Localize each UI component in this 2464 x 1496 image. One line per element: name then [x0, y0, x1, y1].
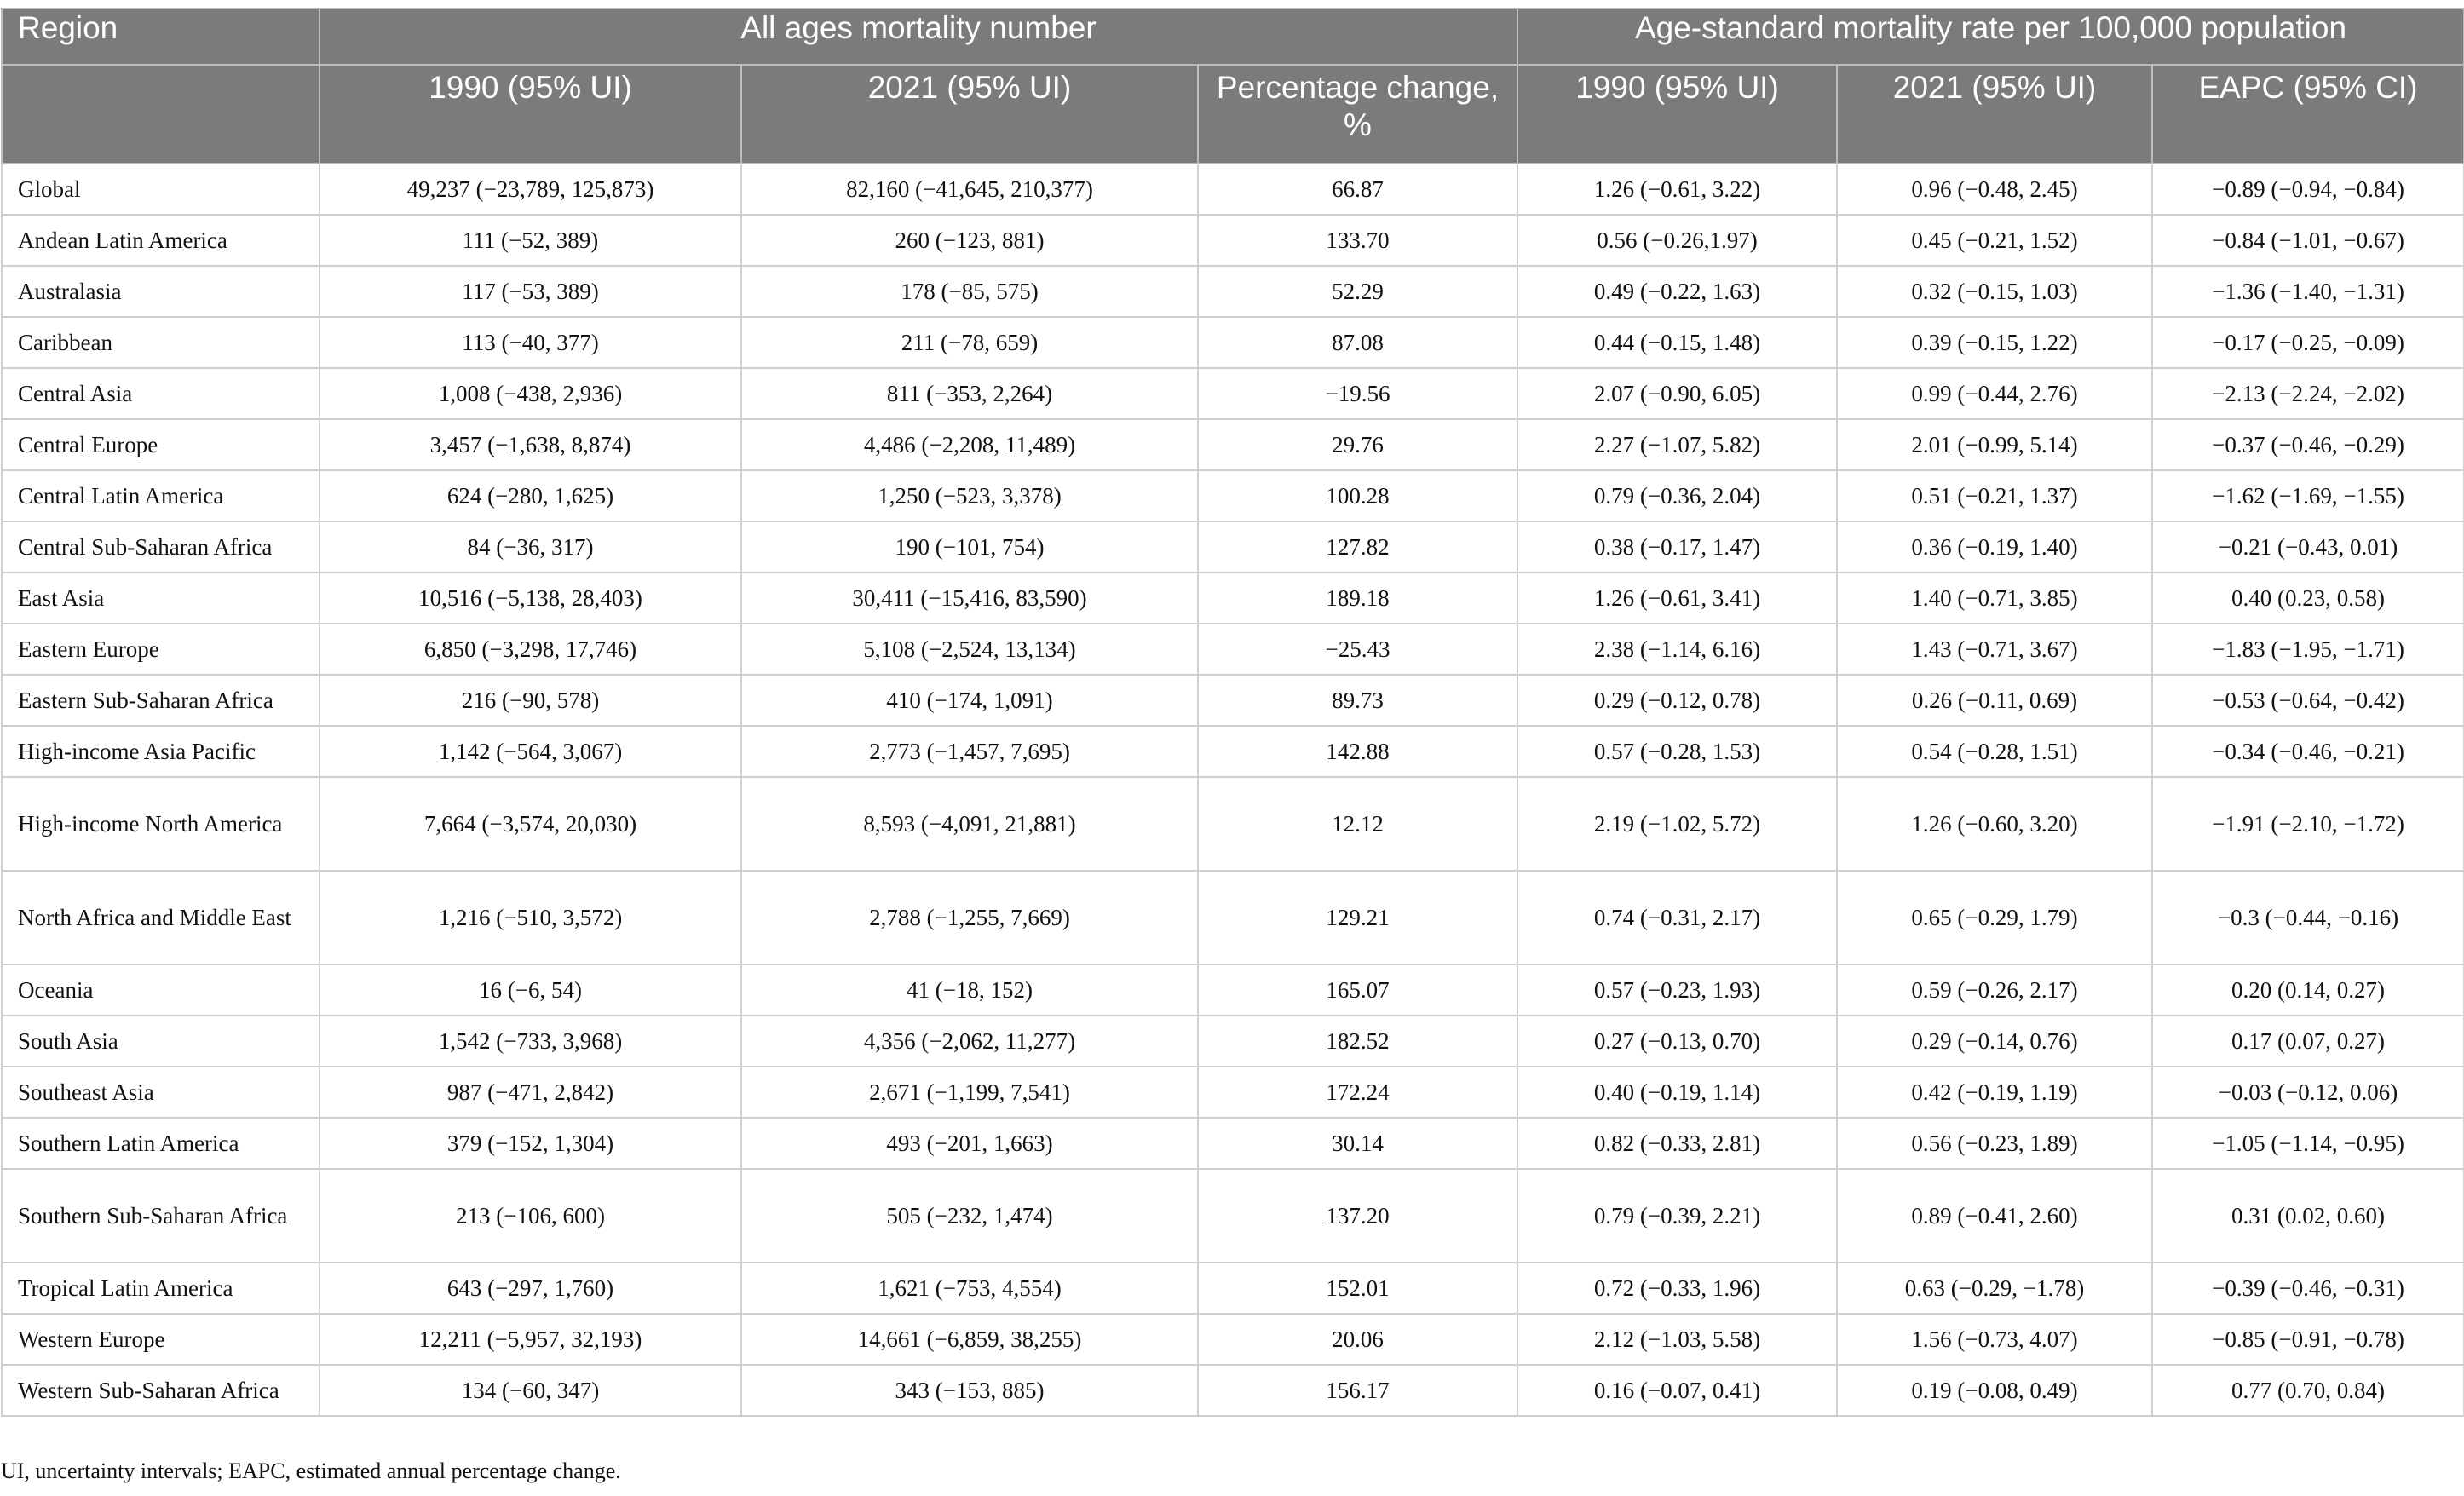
- header-1990-rate: 1990 (95% UI): [1517, 65, 1837, 164]
- cell-2021-rate: 0.36 (−0.19, 1.40): [1837, 521, 2152, 573]
- cell-2021-rate: 0.96 (−0.48, 2.45): [1837, 164, 2152, 215]
- cell-region: Southern Latin America: [2, 1118, 320, 1169]
- cell-percentage-change: 133.70: [1198, 215, 1517, 266]
- cell-1990-number: 111 (−52, 389): [320, 215, 741, 266]
- cell-2021-number: 5,108 (−2,524, 13,134): [741, 624, 1198, 675]
- cell-1990-number: 117 (−53, 389): [320, 266, 741, 317]
- cell-2021-number: 1,621 (−753, 4,554): [741, 1263, 1198, 1314]
- table-row: [2, 1314, 2464, 1365]
- table-row: [2, 368, 2464, 419]
- cell-2021-number: 211 (−78, 659): [741, 317, 1198, 368]
- cell-1990-number: 10,516 (−5,138, 28,403): [320, 573, 741, 624]
- header-percentage-change: Percentage change, %: [1198, 65, 1517, 164]
- cell-region: Global: [2, 164, 320, 215]
- cell-eapc: −2.13 (−2.24, −2.02): [2152, 368, 2464, 419]
- cell-2021-rate: 0.29 (−0.14, 0.76): [1837, 1016, 2152, 1067]
- cell-2021-rate: 0.32 (−0.15, 1.03): [1837, 266, 2152, 317]
- table-row: [2, 964, 2464, 1016]
- cell-1990-rate: 2.12 (−1.03, 5.58): [1517, 1314, 1837, 1365]
- cell-2021-rate: 1.26 (−0.60, 3.20): [1837, 777, 2152, 871]
- cell-1990-rate: 0.79 (−0.36, 2.04): [1517, 470, 1837, 521]
- cell-region: Eastern Sub-Saharan Africa: [2, 675, 320, 726]
- cell-2021-rate: 1.40 (−0.71, 3.85): [1837, 573, 2152, 624]
- cell-2021-number: 2,671 (−1,199, 7,541): [741, 1067, 1198, 1118]
- cell-eapc: −0.37 (−0.46, −0.29): [2152, 419, 2464, 470]
- cell-2021-rate: 1.56 (−0.73, 4.07): [1837, 1314, 2152, 1365]
- cell-region: Central Europe: [2, 419, 320, 470]
- cell-region: Southern Sub-Saharan Africa: [2, 1169, 320, 1263]
- cell-percentage-change: 182.52: [1198, 1016, 1517, 1067]
- cell-percentage-change: 137.20: [1198, 1169, 1517, 1263]
- cell-1990-rate: 0.29 (−0.12, 0.78): [1517, 675, 1837, 726]
- cell-percentage-change: −25.43: [1198, 624, 1517, 675]
- cell-percentage-change: 30.14: [1198, 1118, 1517, 1169]
- cell-eapc: −0.3 (−0.44, −0.16): [2152, 871, 2464, 964]
- table-row: [2, 1118, 2464, 1169]
- cell-1990-number: 379 (−152, 1,304): [320, 1118, 741, 1169]
- cell-1990-rate: 0.79 (−0.39, 2.21): [1517, 1169, 1837, 1263]
- cell-1990-number: 1,008 (−438, 2,936): [320, 368, 741, 419]
- cell-1990-rate: 2.38 (−1.14, 6.16): [1517, 624, 1837, 675]
- cell-percentage-change: 152.01: [1198, 1263, 1517, 1314]
- cell-region: High-income Asia Pacific: [2, 726, 320, 777]
- cell-percentage-change: 189.18: [1198, 573, 1517, 624]
- header-2021-number: 2021 (95% UI): [741, 65, 1198, 164]
- cell-region: Tropical Latin America: [2, 1263, 320, 1314]
- cell-1990-number: 134 (−60, 347): [320, 1365, 741, 1416]
- cell-1990-number: 624 (−280, 1,625): [320, 470, 741, 521]
- cell-2021-number: 4,356 (−2,062, 11,277): [741, 1016, 1198, 1067]
- cell-1990-rate: 0.56 (−0.26,1.97): [1517, 215, 1837, 266]
- table-header: [2, 9, 2464, 164]
- cell-eapc: −0.53 (−0.64, −0.42): [2152, 675, 2464, 726]
- cell-percentage-change: 12.12: [1198, 777, 1517, 871]
- cell-2021-rate: 0.45 (−0.21, 1.52): [1837, 215, 2152, 266]
- cell-region: Oceania: [2, 964, 320, 1016]
- table-row: [2, 871, 2464, 964]
- table-row: [2, 1169, 2464, 1263]
- table-row: [2, 164, 2464, 215]
- cell-eapc: −1.91 (−2.10, −1.72): [2152, 777, 2464, 871]
- cell-2021-rate: 2.01 (−0.99, 5.14): [1837, 419, 2152, 470]
- table-row: [2, 675, 2464, 726]
- cell-percentage-change: 172.24: [1198, 1067, 1517, 1118]
- header-row-groups: [2, 9, 2464, 65]
- cell-region: Western Europe: [2, 1314, 320, 1365]
- cell-percentage-change: 156.17: [1198, 1365, 1517, 1416]
- cell-2021-rate: 0.42 (−0.19, 1.19): [1837, 1067, 2152, 1118]
- cell-2021-number: 811 (−353, 2,264): [741, 368, 1198, 419]
- cell-eapc: −0.84 (−1.01, −0.67): [2152, 215, 2464, 266]
- header-region: Region: [2, 9, 320, 65]
- table-row: [2, 1365, 2464, 1416]
- mortality-table: [1, 8, 2464, 1417]
- cell-1990-rate: 0.72 (−0.33, 1.96): [1517, 1263, 1837, 1314]
- cell-1990-rate: 1.26 (−0.61, 3.22): [1517, 164, 1837, 215]
- cell-2021-rate: 1.43 (−0.71, 3.67): [1837, 624, 2152, 675]
- cell-percentage-change: 165.07: [1198, 964, 1517, 1016]
- cell-1990-rate: 0.16 (−0.07, 0.41): [1517, 1365, 1837, 1416]
- cell-2021-number: 2,773 (−1,457, 7,695): [741, 726, 1198, 777]
- table-row: [2, 419, 2464, 470]
- cell-eapc: 0.40 (0.23, 0.58): [2152, 573, 2464, 624]
- cell-2021-rate: 0.19 (−0.08, 0.49): [1837, 1365, 2152, 1416]
- cell-region: East Asia: [2, 573, 320, 624]
- cell-2021-number: 2,788 (−1,255, 7,669): [741, 871, 1198, 964]
- cell-1990-rate: 0.40 (−0.19, 1.14): [1517, 1067, 1837, 1118]
- cell-2021-number: 343 (−153, 885): [741, 1365, 1198, 1416]
- cell-1990-rate: 0.44 (−0.15, 1.48): [1517, 317, 1837, 368]
- table-row: [2, 521, 2464, 573]
- cell-region: Central Sub-Saharan Africa: [2, 521, 320, 573]
- cell-percentage-change: 29.76: [1198, 419, 1517, 470]
- cell-2021-number: 260 (−123, 881): [741, 215, 1198, 266]
- cell-1990-rate: 0.49 (−0.22, 1.63): [1517, 266, 1837, 317]
- cell-2021-rate: 0.54 (−0.28, 1.51): [1837, 726, 2152, 777]
- cell-1990-rate: 2.27 (−1.07, 5.82): [1517, 419, 1837, 470]
- cell-region: Central Latin America: [2, 470, 320, 521]
- header-blank: [2, 65, 320, 164]
- cell-2021-number: 1,250 (−523, 3,378): [741, 470, 1198, 521]
- cell-eapc: −0.03 (−0.12, 0.06): [2152, 1067, 2464, 1118]
- cell-1990-number: 213 (−106, 600): [320, 1169, 741, 1263]
- cell-percentage-change: 142.88: [1198, 726, 1517, 777]
- cell-2021-number: 82,160 (−41,645, 210,377): [741, 164, 1198, 215]
- cell-region: South Asia: [2, 1016, 320, 1067]
- cell-2021-rate: 0.99 (−0.44, 2.76): [1837, 368, 2152, 419]
- cell-1990-rate: 1.26 (−0.61, 3.41): [1517, 573, 1837, 624]
- table-row: [2, 1016, 2464, 1067]
- cell-2021-number: 410 (−174, 1,091): [741, 675, 1198, 726]
- cell-1990-number: 1,216 (−510, 3,572): [320, 871, 741, 964]
- cell-region: Western Sub-Saharan Africa: [2, 1365, 320, 1416]
- cell-percentage-change: 100.28: [1198, 470, 1517, 521]
- cell-1990-number: 7,664 (−3,574, 20,030): [320, 777, 741, 871]
- cell-region: Eastern Europe: [2, 624, 320, 675]
- cell-eapc: −0.89 (−0.94, −0.84): [2152, 164, 2464, 215]
- cell-percentage-change: 127.82: [1198, 521, 1517, 573]
- cell-1990-number: 16 (−6, 54): [320, 964, 741, 1016]
- cell-1990-number: 84 (−36, 317): [320, 521, 741, 573]
- cell-eapc: 0.77 (0.70, 0.84): [2152, 1365, 2464, 1416]
- cell-1990-number: 1,542 (−733, 3,968): [320, 1016, 741, 1067]
- cell-1990-number: 12,211 (−5,957, 32,193): [320, 1314, 741, 1365]
- cell-2021-rate: 0.51 (−0.21, 1.37): [1837, 470, 2152, 521]
- cell-1990-rate: 2.19 (−1.02, 5.72): [1517, 777, 1837, 871]
- cell-eapc: −0.17 (−0.25, −0.09): [2152, 317, 2464, 368]
- table-row: [2, 777, 2464, 871]
- header-eapc: EAPC (95% CI): [2152, 65, 2464, 164]
- cell-eapc: −0.34 (−0.46, −0.21): [2152, 726, 2464, 777]
- cell-1990-rate: 0.38 (−0.17, 1.47): [1517, 521, 1837, 573]
- table-footnote: UI, uncertainty intervals; EAPC, estimated annual percentage change.: [1, 1459, 621, 1483]
- table-row: [2, 726, 2464, 777]
- cell-percentage-change: 89.73: [1198, 675, 1517, 726]
- cell-region: North Africa and Middle East: [2, 871, 320, 964]
- cell-eapc: −0.21 (−0.43, 0.01): [2152, 521, 2464, 573]
- cell-eapc: −1.36 (−1.40, −1.31): [2152, 266, 2464, 317]
- cell-2021-number: 8,593 (−4,091, 21,881): [741, 777, 1198, 871]
- cell-region: Southeast Asia: [2, 1067, 320, 1118]
- cell-percentage-change: 129.21: [1198, 871, 1517, 964]
- table-row: [2, 624, 2464, 675]
- cell-2021-number: 190 (−101, 754): [741, 521, 1198, 573]
- cell-1990-number: 216 (−90, 578): [320, 675, 741, 726]
- cell-1990-number: 1,142 (−564, 3,067): [320, 726, 741, 777]
- cell-2021-number: 41 (−18, 152): [741, 964, 1198, 1016]
- cell-2021-rate: 0.26 (−0.11, 0.69): [1837, 675, 2152, 726]
- cell-region: Central Asia: [2, 368, 320, 419]
- table-row: [2, 215, 2464, 266]
- cell-2021-rate: 0.59 (−0.26, 2.17): [1837, 964, 2152, 1016]
- cell-eapc: −1.62 (−1.69, −1.55): [2152, 470, 2464, 521]
- header-2021-rate: 2021 (95% UI): [1837, 65, 2152, 164]
- cell-1990-rate: 0.57 (−0.23, 1.93): [1517, 964, 1837, 1016]
- cell-eapc: −1.83 (−1.95, −1.71): [2152, 624, 2464, 675]
- cell-2021-rate: 0.89 (−0.41, 2.60): [1837, 1169, 2152, 1263]
- cell-percentage-change: 52.29: [1198, 266, 1517, 317]
- table-row: [2, 1263, 2464, 1314]
- cell-2021-number: 4,486 (−2,208, 11,489): [741, 419, 1198, 470]
- cell-percentage-change: 87.08: [1198, 317, 1517, 368]
- cell-2021-number: 30,411 (−15,416, 83,590): [741, 573, 1198, 624]
- cell-region: Andean Latin America: [2, 215, 320, 266]
- cell-2021-number: 493 (−201, 1,663): [741, 1118, 1198, 1169]
- cell-percentage-change: 66.87: [1198, 164, 1517, 215]
- cell-2021-rate: 0.56 (−0.23, 1.89): [1837, 1118, 2152, 1169]
- cell-eapc: −0.39 (−0.46, −0.31): [2152, 1263, 2464, 1314]
- cell-2021-rate: 0.65 (−0.29, 1.79): [1837, 871, 2152, 964]
- cell-2021-number: 14,661 (−6,859, 38,255): [741, 1314, 1198, 1365]
- cell-eapc: −1.05 (−1.14, −0.95): [2152, 1118, 2464, 1169]
- cell-1990-number: 987 (−471, 2,842): [320, 1067, 741, 1118]
- cell-eapc: −0.85 (−0.91, −0.78): [2152, 1314, 2464, 1365]
- header-group-all-ages: All ages mortality number: [320, 9, 1517, 65]
- table-row: [2, 317, 2464, 368]
- cell-1990-rate: 2.07 (−0.90, 6.05): [1517, 368, 1837, 419]
- cell-2021-number: 178 (−85, 575): [741, 266, 1198, 317]
- cell-percentage-change: −19.56: [1198, 368, 1517, 419]
- cell-1990-number: 49,237 (−23,789, 125,873): [320, 164, 741, 215]
- cell-eapc: 0.31 (0.02, 0.60): [2152, 1169, 2464, 1263]
- table-row: [2, 1067, 2464, 1118]
- header-row-columns: [2, 65, 2464, 164]
- header-group-age-standard: Age-standard mortality rate per 100,000 population: [1517, 9, 2464, 65]
- cell-1990-rate: 0.27 (−0.13, 0.70): [1517, 1016, 1837, 1067]
- cell-1990-rate: 0.74 (−0.31, 2.17): [1517, 871, 1837, 964]
- cell-2021-rate: 0.63 (−0.29, −1.78): [1837, 1263, 2152, 1314]
- cell-percentage-change: 20.06: [1198, 1314, 1517, 1365]
- cell-1990-number: 643 (−297, 1,760): [320, 1263, 741, 1314]
- header-1990-number: 1990 (95% UI): [320, 65, 741, 164]
- cell-2021-rate: 0.39 (−0.15, 1.22): [1837, 317, 2152, 368]
- cell-eapc: 0.20 (0.14, 0.27): [2152, 964, 2464, 1016]
- table-row: [2, 266, 2464, 317]
- table-body: [2, 164, 2464, 1416]
- cell-2021-number: 505 (−232, 1,474): [741, 1169, 1198, 1263]
- cell-1990-number: 3,457 (−1,638, 8,874): [320, 419, 741, 470]
- cell-1990-rate: 0.82 (−0.33, 2.81): [1517, 1118, 1837, 1169]
- table-row: [2, 470, 2464, 521]
- cell-eapc: 0.17 (0.07, 0.27): [2152, 1016, 2464, 1067]
- cell-region: Caribbean: [2, 317, 320, 368]
- table-row: [2, 573, 2464, 624]
- cell-region: Australasia: [2, 266, 320, 317]
- cell-1990-rate: 0.57 (−0.28, 1.53): [1517, 726, 1837, 777]
- cell-1990-number: 6,850 (−3,298, 17,746): [320, 624, 741, 675]
- cell-1990-number: 113 (−40, 377): [320, 317, 741, 368]
- cell-region: High-income North America: [2, 777, 320, 871]
